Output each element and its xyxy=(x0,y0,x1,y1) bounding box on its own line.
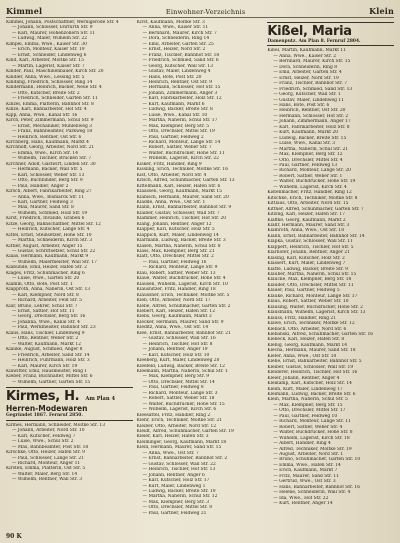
directory-entry: Kittner, Alfred, Schuhmacher, Garten Str. 7 xyxy=(267,206,364,212)
directory-entry: — Wilhelm, Lagerist, Kirch Str. 22 xyxy=(142,156,219,162)
directory-entry: Klasen, Martha, Näherin, Schul Str. 8 xyxy=(136,243,221,249)
directory-entry: — Johann, Rentner, Anger 6 xyxy=(142,472,205,478)
directory-entry: Kirch, Peter, Zimmermann, Schul Str. 9 xyxy=(6,118,94,124)
directory-entry: — Heinrich, Tischler, Hof Str. 8 xyxy=(142,341,213,347)
directory-entry: — Robert, Sattler, Weber Str. 4 xyxy=(273,424,343,430)
directory-entry: Kleier, Johann, Rentner, Anger 4 xyxy=(267,375,340,381)
header-center: Einwohner-Verzeichnis xyxy=(165,8,246,16)
directory-entry: Kissling, Erich, Techniker, Moltke Str. 16 xyxy=(136,167,228,173)
directory-entry: Kitsch, Alfred, Schuhmacher, Garten Str. 13 xyxy=(136,178,235,184)
directory-entry: Kittlaus, Otto, Arbeiter, Nord Str. 15 xyxy=(267,201,349,207)
directory-entry: — Karl, Schlosser, Weber Str. 13 xyxy=(12,172,85,178)
directory-entry: Klabisch, Hermann, Maurer, Sand Str. 20 xyxy=(136,194,229,200)
directory-entry: — Hermann, Schlosser, Hof Str. 15 xyxy=(142,85,221,91)
directory-entry: — Ernst, Sattler, Hof Str. 11 xyxy=(12,309,75,315)
directory-entry: — Luise, Wwe., Kanal Str. 10 xyxy=(142,112,208,118)
directory-entry: — Johann, Rentner, Anger 19 xyxy=(142,347,208,353)
directory-entry: — Max, Bahnbeamter, Post Str. 18 xyxy=(12,444,89,450)
directory-entry: — Emma, Wwe., Hafen Str. 14 xyxy=(273,462,341,468)
directory-entry: — Otto, Drechsler, Mittel Str. 14 xyxy=(142,379,215,385)
directory-entry: — Max, Klempner, Berg Str. 15 xyxy=(273,402,343,408)
directory-entry: Klecha, Hermann, Maurer, Sand Str. 18 xyxy=(267,348,356,354)
directory-entry: Kleiderer, Heinrich, Tischler, Hof Str. 16 xyxy=(267,370,358,376)
directory-entry: Klaffke, Georg, Kaufmann, Markt 2 xyxy=(267,217,346,223)
directory-entry: — Luise, Wwe., Schul Str. 2 xyxy=(12,439,74,445)
directory-entry: Kleefeld, Ludwig, Bäcker, Breite Str. 12 xyxy=(136,363,225,369)
ad-details: Gegründet 1867. Fernruf 2850. xyxy=(6,413,83,419)
directory-entry: Klapper, Karl, Kutscher, Holz Str. 5 xyxy=(136,227,215,233)
directory-entry: — Heinrich, Rentner, Ost Str. 20 xyxy=(273,108,346,114)
directory-entry: Kleier, Karl, Heizer, Hafen Str. 3 xyxy=(136,434,209,440)
directory-entry: — Wilhelm, Schmied, Holz Str. 19 xyxy=(12,210,88,216)
directory-entry: — Heinrich, Rentner, Ost Str. 9 xyxy=(142,79,213,85)
directory-entry: — Emil, Arbeiter, Garten Str. 4 xyxy=(273,70,342,76)
directory-entry: — Richard, Monteur, Lange Str. 20 xyxy=(273,168,351,174)
directory-entry: Kleiminger, Georg, Kaufmann, Markt 18 xyxy=(136,439,227,445)
directory-entry: — Karl, Kutscher, Holz Str. 10 xyxy=(142,352,210,358)
directory-entry: Kleesattel, Fritz, Händler, Ring 2 xyxy=(136,412,211,418)
directory-entry: — Walter, Buchdrucker, Hohe Str. 19 xyxy=(273,179,356,185)
directory-entry: Klarmann, Ludwig, Bäcker, Breite Str. 3 xyxy=(136,238,226,244)
directory-entry: — Ernst, Heizer, Nord Str. 2 xyxy=(142,47,206,53)
directory-entry: Klebach, Otto, Arbeiter, Nord Str. 6 xyxy=(267,326,347,332)
directory-entry: — Anna, Wwe., Kaiser Str. 2 xyxy=(273,53,337,59)
directory-entry: Kirst, Friedrich, Invalide, Graben 6 xyxy=(6,216,85,222)
directory-entry: — Alfred, Techniker, Moltke Str. 19 xyxy=(273,446,352,452)
directory-entry: Klauder, Otto, Drechsler, Mittel Str. 11 xyxy=(267,282,354,288)
directory-entry: — Erich, Monteur, Kaiser Str. 19 xyxy=(12,47,85,53)
directory-entry: — Georg, Drechsler, Berg Str. 16 xyxy=(12,314,86,320)
directory-entry: Kindler, Anna, Wwe., Lessing Str. 5 xyxy=(6,74,85,80)
directory-entry: — Max, Klempner, Berg Str. 9 xyxy=(142,374,210,380)
directory-entry: Klauer, Paul, Gärtner, Feldweg 5 xyxy=(267,288,340,294)
directory-entry: — Otto, Drechsler, Mittel Str. 17 xyxy=(273,408,346,414)
directory-entry: Klebanski, Alfred, Schuhmacher, Garten Str. 16 xyxy=(267,332,374,338)
directory-entry: Klang, Johann, Rentner, Anger 12 xyxy=(136,221,212,227)
ad-name: Kißel, Maria xyxy=(267,24,352,39)
directory-entry: — Walter, Kaufmann, Markt 12 xyxy=(12,341,81,347)
directory-entry: Kisker, Fritz, Händler, Ring 9 xyxy=(136,161,202,167)
directory-entry: — Paul, Werkmeister, Bahnhof Str. 23 xyxy=(12,325,96,331)
directory-entry: Kitze, Georg, Bahnschaffner, Mittel Str. 12 xyxy=(6,221,101,227)
directory-entry: Klaus, Robert, Sattler, Weber Str. 10 xyxy=(267,299,349,305)
directory-entry: Klamroth, Anna, Wwe., Ost Str. 18 xyxy=(267,228,345,234)
directory-entry: — Paul, Händler, Anger 2 xyxy=(12,183,69,189)
directory-entry: Klamm, Otto, Bote, Post Str. 1 xyxy=(6,281,73,287)
directory-entry: — Franz, Bahnbeamter, Parkweg 18 xyxy=(12,129,93,135)
directory-entry: Klebeck, Karl, Heizer, Hafen Str. 8 xyxy=(267,337,345,343)
directory-entry: — Ernst, Schneider, Lindenweg 6 xyxy=(12,52,87,58)
directory-entry: Kleber, Franz, Buchhalter, Mittel Str. 6 xyxy=(6,374,93,380)
directory-entry: Kimpel, Emma, Wwe., Kaiser Str. 30 xyxy=(6,41,87,47)
directory-entry: Kirchberg, Hans, Kaufmann, Markt 4 xyxy=(6,139,89,145)
page-header xyxy=(6,6,394,18)
directory-entry: — Wilhelm, Tischler, Brücken Str. 7 xyxy=(12,156,92,162)
directory-entry: Kleidt, Alfred, Schuhmacher, Garten Str. 19 xyxy=(136,428,234,434)
directory-entry: — Walter, Maler, Berg Str. 14 xyxy=(12,471,78,477)
directory-entry: Klappich, Kurt, Maler, Lindenweg 14 xyxy=(136,232,219,238)
directory-entry: Kittler, August, Arbeiter, Anger 15 xyxy=(6,243,83,249)
columns xyxy=(6,20,394,530)
directory-entry: — Karl, Klempner, Nord Str. 8 xyxy=(12,292,79,298)
directory-entry: — Robert, Sattler, Weber Str. 18 xyxy=(142,396,215,402)
directory-entry: — Paul, Gärtner, Feldweg 13 xyxy=(273,162,338,168)
directory-entry: Klaussner, Erich, Techniker, Moltke Str. 5 xyxy=(136,292,230,298)
directory-entry: — Wilhelm, Lagerist, Kirch Str. 6 xyxy=(142,407,217,413)
directory-entry: — Otto, Kutscher, Breite Str. 2 xyxy=(12,90,80,96)
directory-entry: Klee, Ernst, Bahnarbeiter, Bahnhof Str. 21 xyxy=(136,330,231,336)
directory-entry: Klarhöfer, Johann, Rentner, Anger 21 xyxy=(267,250,350,256)
directory-entry: Klebs, Georg, Kaufmann, Markt 3 xyxy=(136,314,212,320)
directory-entry: — Wilhelm, Lagerist, Kirch Str. 4 xyxy=(273,184,347,190)
directory-entry: Klass, Max, Klempner, Berg Str. 21 xyxy=(136,249,215,255)
directory-entry: Klapka, Gustav, Schlosser, Wall Str. 11 xyxy=(267,239,353,245)
directory-entry: Klaus, Hans, Tischler, Lindenweg 9 xyxy=(6,330,85,336)
directory-entry: — Heinrich, Fuhrmann, Holz Str. 3 xyxy=(12,358,90,364)
ad-business: Herren-Modewaren xyxy=(6,404,88,414)
directory-entry: — Otto, Drechsler, Mittel Str. 4 xyxy=(273,157,343,163)
directory-entry: — Ludwig, Bäcker, Breite Str. 8 xyxy=(142,107,213,113)
directory-entry: — Max, Klempner, Berg Str. 12 xyxy=(273,152,343,158)
directory-entry: — Emil, Arbeiter, Garten Str. 25 xyxy=(142,41,214,47)
directory-entry: Kinder, Paul, Maschinenbauer, Kirch Str. 20 xyxy=(6,69,104,75)
directory-entry: — Walter, Buchdrucker, Hohe Str. 11 xyxy=(142,150,225,156)
directory-entry: — Dora, Schneiderin, Ring 8 xyxy=(273,64,337,70)
directory-entry: — Karl, Kutscher, Holz Str. 17 xyxy=(142,478,210,484)
directory-entry: — Kurt, Kaufmann, Markt 6 xyxy=(142,101,205,107)
directory-entry: — Anna, Wwe., Kaiser Str. 11 xyxy=(142,25,209,31)
directory-entry: — Friedrich, Schmied, Sand Str. 6 xyxy=(142,58,219,64)
directory-entry: Kirchhoff, Georg, Arbeiter, Nord Str. 21 xyxy=(6,145,95,151)
directory-entry: Klaue, Walter, Buchdrucker, Hohe Str. 4 xyxy=(136,276,226,282)
directory-entry: — Gustav, Schriftsetzer, Schul Str. 22 xyxy=(12,249,96,255)
directory-entry: — Otto, Rentner, Weber Str. 2 xyxy=(12,336,79,342)
directory-entry: — Johann, Arbeiter, Nord Str. 10 xyxy=(12,428,85,434)
directory-entry: — Wilhelm, Gärtner, Garten Str. 15 xyxy=(12,379,91,385)
directory-entry: — Martha, Schneiderin, Kirch Str. 3 xyxy=(12,238,93,244)
directory-entry: — Dora, Schneiderin, Ring 14 xyxy=(142,36,210,42)
directory-entry: — Ludwig, Bäcker, Breite Str. 19 xyxy=(142,488,216,494)
directory-entry: Klassert, Kurt, Maler, Lindenweg 7 xyxy=(267,261,346,267)
directory-entry: — Kurt, Rentner, Anger 14 xyxy=(273,501,333,507)
directory-entry: — Robert, Sattler, Weber Str. 7 xyxy=(142,145,212,151)
directory-entry: Kleiber, Gustav, Schlosser, Wall Str. 19 xyxy=(267,364,354,370)
directory-entry: — Paul, Gärtner, Feldweg 2 xyxy=(142,134,204,140)
directory-entry: — Fritz, Maurer, Sand Str. 11 xyxy=(273,473,340,479)
directory-entry: Klaas, Hermann, Kaufmann, Markt 9 xyxy=(6,254,89,260)
directory-entry: Kirschke, Otto, Heizer, Hafen Str. 9 xyxy=(6,450,85,456)
directory-entry: — Martha, Näherin, Schul Str. 21 xyxy=(273,146,349,152)
directory-entry: Klähn, Ernst, Bahnarbeiter, Bahnhof Str. 9 xyxy=(136,205,232,211)
directory-entry: — Richard, Monteur, Lange Str. 11 xyxy=(273,419,351,425)
directory-entry: Kirchner, Adolf, Gastwirt, Linden Str. 30 xyxy=(6,161,96,167)
directory-entry: — Richard, Monteur, Lange Str. 14 xyxy=(142,139,221,145)
directory-entry: — Anna, Wwe., Ost Str. 7 xyxy=(142,450,199,456)
directory-entry: — Hans, Bote, Post Str. 20 xyxy=(142,74,202,80)
directory-entry: — Karl, Kutscher, Feldweg 7 xyxy=(12,433,76,439)
directory-entry: — Max, Klempner, Berg Str. 3 xyxy=(142,499,210,505)
directory-entry: Klatte, Ludwig, Bäcker, Breite Str. 9 xyxy=(267,266,348,272)
directory-entry: Klehe, Ernst, Bahnarbeiter, Bahnhof Str. 5 xyxy=(267,359,362,365)
directory-entry: — Karl, Gärtner, Feldweg 3 xyxy=(12,199,73,205)
directory-entry: Klebert, Karl, Heizer, Hafen Str. 12 xyxy=(136,309,216,315)
directory-entry: — Johanna, Wwe., Kanal Str. 4 xyxy=(12,319,80,325)
directory-entry: — Max, Maurer, Sand Str. 8 xyxy=(12,205,74,211)
directory-entry: — Bruno, Schuhmacher, Garten Str. 10 xyxy=(273,457,361,463)
directory-entry: Klefer, Anna, Wwe., Ost Str. 10 xyxy=(267,353,337,359)
directory-entry: — Gustav, Schlosser, Wall Str. 22 xyxy=(142,461,216,467)
directory-entry: — Friedrich, Arbeiter, Sand Str. 14 xyxy=(12,352,90,358)
directory-entry: — Johann, Schlosser, Ehrfurth Str. 9 xyxy=(12,25,93,31)
directory-entry: — Richard, Monteur, Lange Str. 3 xyxy=(142,390,218,396)
directory-entry: Kist, Otto, Arbeiter, Nord Str. 4 xyxy=(136,172,207,178)
directory-entry: — Bernhard, Maurer, Kirch Str. 7 xyxy=(142,30,217,36)
directory-entry: — Otto, Buchbinder, Berg Str. 9 xyxy=(12,178,83,184)
directory-entry: Kleikamp, Karl, Kutscher, Holz Str. 14 xyxy=(267,381,352,387)
directory-entry: Kistenmacher, Fritz, Händler, Ring 12 xyxy=(267,190,352,196)
directory-entry: — Otto, Drechsler, Mittel Str. 19 xyxy=(142,129,215,135)
page-footer: 90 K xyxy=(6,533,22,540)
directory-entry: — Kurt, Kaufmann, Markt 20 xyxy=(273,130,338,136)
directory-entry: — Ernst, Heizer, Nord Str. 19 xyxy=(273,75,339,81)
directory-entry: — Richard, Monteur, Anger 11 xyxy=(12,460,81,466)
directory-entry: — Heinrich, Tischler, Hof Str. 13 xyxy=(142,467,216,473)
directory-entry: Klein, Hermann, Maurer, Sand Str. 15 xyxy=(136,445,222,451)
directory-entry: Klaassen, Georg, Kaufmann, Markt 15 xyxy=(136,189,222,195)
directory-entry: Klausen, Wilhelm, Lagerist, Kirch Str. 10 xyxy=(136,281,228,287)
directory-entry: — Heinrich, Rentner, Ost Str. 6 xyxy=(12,134,82,140)
directory-entry: — Luise, Wwe., Garten Str. 20 xyxy=(12,276,80,282)
directory-entry: — Wilhelm, Rentner, Wall Str. 3 xyxy=(12,477,83,483)
directory-entry: Kindermann, Heinrich, Bäcker, Neue Str. 4 xyxy=(6,85,102,91)
directory-entry: Klatt, Otto, Drechsler, Mittel Str. 2 xyxy=(136,254,214,260)
directory-entry: Kleimann, Ludwig, Bäcker, Breite Str. 6 xyxy=(267,392,356,397)
directory-entry: — Erich, Kaufmann, Markt 7 xyxy=(273,468,338,474)
ad-details: Damenputz. Am Plan 8. Fernruf 2804. xyxy=(267,39,361,44)
directory-entry: — Wilhelm, Lagerist, Kirch Str. 18 xyxy=(273,435,350,441)
directory-entry: — Hans, Bahnarbeiter, Bahnhof Str. 16 xyxy=(273,484,361,490)
directory-entry: Klausmann, Wilhelm, Lagerist, Kirch Str. 13 xyxy=(267,310,366,316)
directory-entry: — Karl, Maurer, Hohenzollern Str. 11 xyxy=(12,30,96,36)
directory-entry: — Franz, Tischler, Bahnhof Str. 7 xyxy=(273,81,348,87)
directory-entry: Klausnitzer, Fritz, Händler, Ring 18 xyxy=(136,287,216,293)
directory-entry: Klauke, Richard, Monteur, Lange Str. 17 xyxy=(267,293,358,299)
directory-entry: Kißel, Martin, Kaufmann, Markt 11 xyxy=(267,48,346,54)
directory-entry: — Albert, Händler, Ring 4 xyxy=(273,441,331,447)
directory-entry: Klausing, Walter, Buchdrucker, Hohe Str. 2 xyxy=(267,304,363,310)
directory-entry: — Friedrich, Schmied, Sand Str. 13 xyxy=(273,86,353,92)
directory-entry: — Ernst, Bahnarbeiter, Bahnhof Str. 2 xyxy=(142,456,228,462)
directory-entry: Klawitter, Emil, Hausmeister, Ring 1 xyxy=(6,369,88,374)
directory-entry: — Ludwig, Maler, Wilhelm Str. 22 xyxy=(12,36,88,42)
directory-entry: Kittel, Ernst, Steinsetzer, Hohe Str. 10 xyxy=(6,232,92,238)
ad-name: Kirmes, H. xyxy=(6,389,80,405)
directory-entry: — Anna, Wwe., Bismarck Str. 11 xyxy=(12,194,85,200)
directory-entry: Kitschke, Erich, Techniker, Moltke Str. 8 xyxy=(267,195,358,201)
directory-entry: Klauss, Fritz, Händler, Ring 21 xyxy=(267,315,337,321)
directory-entry: — Paul, Gärtner, Feldweg 10 xyxy=(273,413,338,419)
directory-entry: — Paul, Gärtner, Feldweg 8 xyxy=(142,385,204,391)
directory-entry: — Martha, Näherin, Schul Str. 17 xyxy=(142,118,218,124)
directory-entry: — Georg, Kutscher, Wall Str. 1 xyxy=(273,92,341,98)
directory-entry: — Martha, Näherin, Schul Str. 12 xyxy=(142,494,218,500)
directory-entry: — Kurt, Maler, Lindenweg 1 xyxy=(142,483,206,489)
directory-entry: — Johann, Zimmermann, Anger 3 xyxy=(142,90,218,96)
directory-entry: — Emma, Wwe., Kirch Str. 14 xyxy=(12,150,79,156)
directory-entry: Klaucke, Max, Klempner, Berg Str. 18 xyxy=(267,277,352,283)
directory-entry: Klehr, Erich, Techniker, Moltke Str. 21 xyxy=(136,418,223,424)
directory-entry: — Georg, Kutscher, Wall Str. 13 xyxy=(142,63,213,69)
column-3 xyxy=(267,20,394,530)
directory-entry: Klein, Martha, Näherin, Schul Str. 5 xyxy=(267,397,348,403)
directory-entry: — Karl, Maurer, Kirch Str. 19 xyxy=(12,363,78,369)
advertisement-block xyxy=(6,387,133,420)
directory-entry: Kittelmann, Karl, Heizer, Hafen Str. 6 xyxy=(136,183,221,189)
directory-entry: — August, Arbeiter, Nord Str. 1 xyxy=(273,451,344,457)
directory-entry: — Robert, Sattler, Weber Str. 1 xyxy=(273,173,343,179)
directory-entry: Kleditz, Anna, Wwe., Ost Str. 14 xyxy=(136,325,209,331)
directory-entry: — Karl, Fabrikarbeiter, Holz Str. 8 xyxy=(273,124,350,130)
directory-entry: — Walter, Buchdrucker, Hohe Str. 8 xyxy=(273,430,353,436)
directory-entry: Kladde, Anna, Wwe., Ost Str. 1 xyxy=(136,199,206,205)
column-2 xyxy=(137,20,264,530)
advertisement-block xyxy=(267,22,394,46)
directory-entry: Kirmes, Hermann, Schneider, Moltke Str. 13 xyxy=(6,422,106,428)
directory-entry: — Paul, Gärtner, Feldweg 16 xyxy=(142,259,207,265)
directory-entry: Klahr, Hermann, Maurer, Sand Str. 3 xyxy=(267,222,350,228)
directory-entry: Klauke, August, Schmied, Anger 8 xyxy=(6,347,83,353)
directory-entry: Kleb, Otto, Arbeiter, Nord Str. 17 xyxy=(136,298,211,304)
directory-entry: Klaiber, Gustav, Schlosser, Wall Str. 7 xyxy=(136,210,220,216)
directory-entry: — Gustav, Maler, Lindenweg 4 xyxy=(142,69,211,75)
directory-entry: Kirsten, Emma, Plätterin, Ost Str. 5 xyxy=(6,466,86,472)
directory-entry: — Richard, Monteur, Lange Str. 9 xyxy=(142,265,218,271)
directory-entry: — Max, Klempner, Berg Str. 5 xyxy=(142,123,210,129)
directory-entry: Kitzing, Karl, Heizer, Hafen Str. 17 xyxy=(267,212,345,218)
directory-entry: — Gustav, Schlosser, Wall Str. 16 xyxy=(142,336,216,342)
directory-entry: Kleeberg, Kurt, Maler, Lindenweg 20 xyxy=(136,358,220,364)
directory-entry: Klann, Ernst, Bahnarbeiter, Bahnhof Str. 14 xyxy=(267,233,365,239)
directory-entry: Klecker, Hermann, Maurer, Sand Str. 9 xyxy=(136,319,224,325)
directory-entry: — Franz, Tischler, Bahnhof Str. 18 xyxy=(142,52,220,58)
directory-entry: Kipp, Anna, Wwe., Kanal Str. 16 xyxy=(6,112,78,118)
directory-entry: — Richard, Arbeiter, Feld Str. 5 xyxy=(12,298,82,304)
directory-entry: Kirst, Kaufmann, Moltke Str. 3 xyxy=(136,20,205,25)
directory-entry: — Gertrud, Wwe., Ost Str. 3 xyxy=(273,479,336,485)
directory-entry: — Walter, Buchdrucker, Hohe Str. 15 xyxy=(142,401,225,407)
directory-entry: — Hermann, Bäcker, Wall Str. 5 xyxy=(12,167,83,173)
directory-entry: — Paul, Schlosser, Lange Str. 21 xyxy=(12,455,84,461)
directory-entry: Klammer, Heinrich, Tischler, Hof Str. 20 xyxy=(136,216,227,222)
directory-entry: Kinzel, Emma, Plätterin, Bahnhof Str. 8 xyxy=(6,101,94,107)
directory-entry: Kleemann, Martha, Näherin, Schul Str. 1 xyxy=(136,369,228,374)
directory-entry: — Wilhelm, Malermeister, Wall Str. 17 xyxy=(12,259,97,265)
directory-entry: Kleiber, Otto, Arbeiter, Nord Str. 12 xyxy=(136,423,217,429)
directory-entry: — Heinrich, Kutscher, Lange Str. 4 xyxy=(12,227,90,233)
directory-entry: — Otto, Drechsler, Mittel Str. 8 xyxy=(142,505,212,511)
directory-entry: — Ludwig, Bäcker, Breite Str. 15 xyxy=(273,135,347,141)
directory-entry: — Helene, Schneiderin, Wall Str. 4 xyxy=(273,490,351,496)
directory-entry: Kirsch, Albert, Fabrikarbeiter, Ring 27 xyxy=(6,189,92,195)
directory-entry: Kind, Karl, Arbeiter, Moltke Str. 15 xyxy=(6,58,84,64)
directory-entry: Klebig, Georg, Kaufmann, Markt 14 xyxy=(267,342,348,348)
directory-entry: — Bernhard, Maurer, Kirch Str. 15 xyxy=(273,59,351,65)
directory-entry: Klebe, Alfred, Schuhmacher, Garten Str. 2 xyxy=(136,303,231,309)
directory-entry: — Paul, Gärtner, Feldweg 21 xyxy=(142,510,207,516)
directory-entry: Klar, Bruno, Lehrer, Schul Str. 7 xyxy=(6,303,78,309)
directory-entry: — Gustav, Maler, Lindenweg 11 xyxy=(273,97,344,103)
directory-entry: — Karl, Fabrikarbeiter, Holz Str. 12 xyxy=(142,96,222,102)
directory-entry: — Luise, Wwe., Kanal Str. 3 xyxy=(273,141,336,147)
directory-entry: Kinze, Karl, Bahnarbeiter, Hof Str. 4 xyxy=(6,107,87,113)
directory-entry: Klawe, Erich, Techniker, Moltke Str. 12 xyxy=(267,321,355,327)
directory-entry: Klapproth, Anna, Näherin, Ost Str. 13 xyxy=(6,287,91,293)
directory-entry: Kleim, Kurt, Maler, Lindenweg 17 xyxy=(267,386,343,392)
header-right: Klein xyxy=(369,6,394,16)
header-left: Kimmel xyxy=(6,6,43,16)
directory-entry: Klauber, Martha, Näherin, Schul Str. 15 xyxy=(267,272,357,278)
directory-entry: Klabunde, Emil, Heizer, Hafen Str. 2 xyxy=(6,265,87,271)
column-1 xyxy=(6,20,133,530)
directory-entry: Klau, Robert, Sattler, Weber Str. 13 xyxy=(136,270,216,276)
directory-entry: — Hermann, Schlosser, Hof Str. 2 xyxy=(273,113,349,119)
directory-entry: — Johann, Zimmermann, Anger 17 xyxy=(273,119,351,125)
directory-entry: — Martin, Lagerist, Kaiser Str. 7 xyxy=(12,63,85,69)
directory-entry: — Ida, Wwe., Hof Str. 22 xyxy=(273,495,329,501)
directory-entry: — Friedrich, Schneider, Garten Str. 11 xyxy=(12,96,98,102)
directory-entry: Klappert, Heinrich, Tischler, Hof Str. 5 xyxy=(267,244,354,250)
directory-entry: Kimmel, Johann, Postschaffner, Wernigerode Str. 4 xyxy=(6,20,119,25)
directory-entry: — Ernst, Mechaniker, Mühlenweg 3 xyxy=(12,123,92,129)
directory-entry: — Hans, Bote, Post Str. 6 xyxy=(273,102,330,108)
directory-entry: Klages, Fritz, Schuhmacher, Ring 6 xyxy=(6,270,85,276)
directory-entry: Klasing, Karl, Kutscher, Holz Str. 2 xyxy=(267,255,345,261)
directory-entry: Kindling, Friedrich, Schlosser, Ring 14 xyxy=(6,79,93,85)
ad-address: Am Plan 4 xyxy=(85,396,116,403)
